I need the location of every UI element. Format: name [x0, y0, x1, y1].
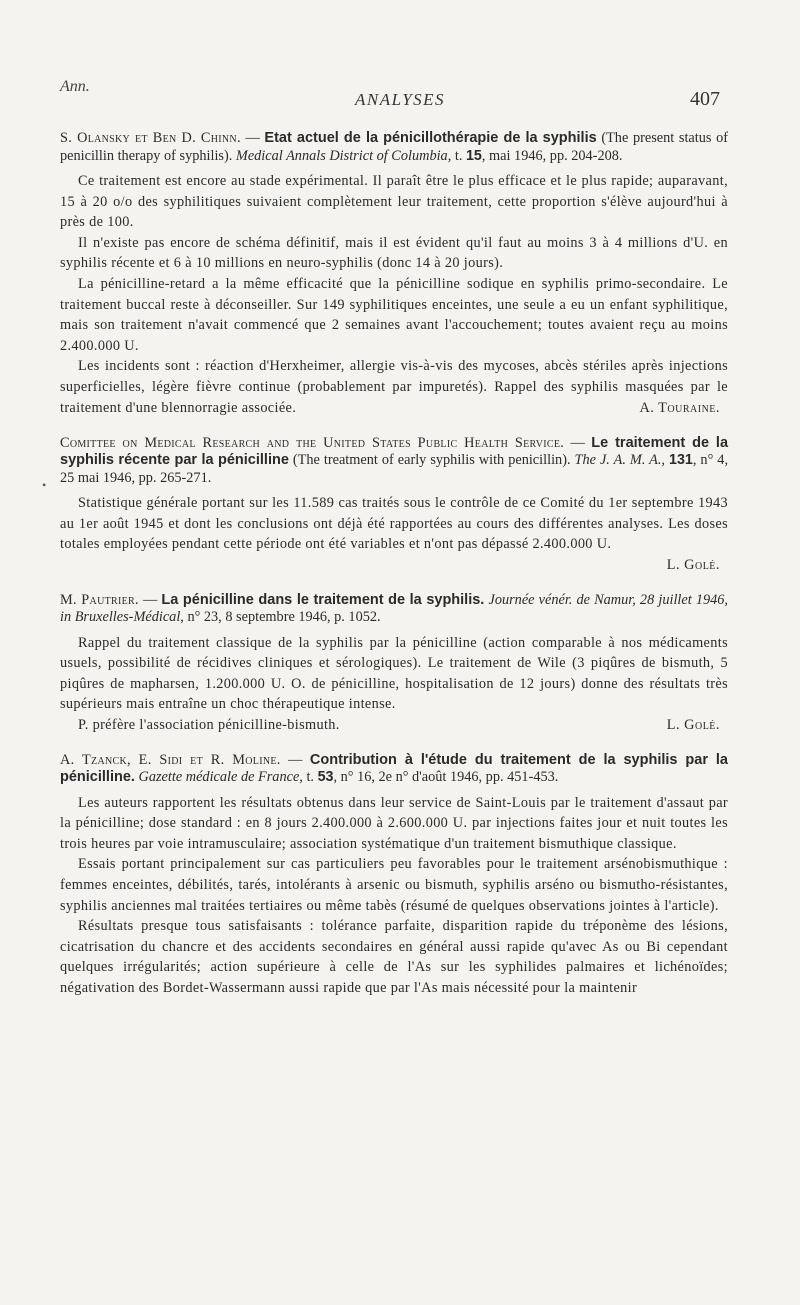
article-title: Contribution à l'étude du traitement de la syphilis par la pénicilline. [60, 751, 728, 786]
article-olansky [60, 130, 728, 419]
article-paragraph-with-signature [60, 715, 728, 736]
page-content [60, 130, 728, 1015]
article-heading [60, 435, 728, 488]
article-paragraph: Rappel du traitement classique de la syphilis par la pénicilline (action comparable à nos médicaments usuels, possibilité de récidives cliniques et sérologiques). Le traitement de Wile (3 piqûres de bismuth, 5 piqûres de mapharsen, 1.200.000 U. O. de pénicilline, hospitalisation de 12 jours) donne des résultats très supérieurs mais entraîne un choc thérapeutique intense. [60, 634, 728, 713]
article-volume: 15 [465, 147, 482, 164]
heading-citation: n° 23, 8 septembre 1946, p. 1052. [183, 609, 381, 626]
article-title: La pénicilline dans le traitement de la syphilis. [161, 591, 485, 608]
article-authors: S. Olansky et Ben D. Chinn. [60, 130, 241, 146]
article-signature: L. Golé. [666, 716, 720, 733]
article-paragraph: Ce traitement est encore au stade expérimental. Il paraît être le plus efficace et le plus rapide; auparavant, 15 à 20 o/o des syphilitiques suivaient complètement leur traitement, cette proportion s'élève aujourd'hui à près de 100. [60, 173, 728, 231]
article-paragraph-text: P. préfère l'association pénicilline-bismuth. [78, 716, 340, 733]
article-heading [60, 752, 728, 787]
heading-dash: — [280, 751, 310, 768]
article-pautrier [60, 592, 728, 736]
heading-citation: , n° 4, 25 mai 1946, pp. 265-271. [60, 452, 729, 486]
margin-bullet: • [42, 478, 47, 492]
article-journal: Journée vénér. de Namur, 28 juillet 1946, in Bruxelles-Médical, [60, 591, 728, 626]
heading-dash: — [564, 434, 592, 451]
heading-text: t. [451, 147, 466, 164]
article-paragraph: Les auteurs rapportent les résultats obtenus dans leur service de Saint-Louis par le traitement d'assaut par la pénicilline; dose standard : en 8 jours 2.400.000 à 2.600.000 U. par injections faites jour et nuit toutes les trois heures par voie intramusculaire; association systématique d'un traitement bismuthique classique. [60, 794, 728, 852]
annotation-text: Ann. [60, 78, 90, 95]
running-title: ANALYSES [354, 90, 446, 109]
page-number: 407 [690, 88, 720, 110]
article-paragraph: Il n'existe pas encore de schéma définitif, mais il est évident qu'il faut au moins 3 à 4 millions d'U. en syphilis récente et 6 à 10 millions en neuro-syphilis (donc 14 à 20 jours). [60, 234, 728, 272]
article-heading [60, 592, 728, 627]
article-journal: Medical Annals District of Columbia, [235, 147, 452, 164]
article-paragraph: Essais portant principalement sur cas particuliers peu favorables pour le traitement arsénobismuthique : femmes enceintes, débilités, tarés, intolérants à arsenic ou bismuth, syphilis arséno ou bismutho-résistantes, syphilis anciennes mal traitées tertiaires ou même tabès (résumé de quelques observations jointes à l'article). [60, 856, 728, 914]
article-paragraph: Statistique générale portant sur les 11.589 cas traités sous le contrôle de ce Comité du 1er septembre 1943 au 1er août 1945 et dont les conclusions ont déjà été rapportées au cours des différentes analyses. Les doses totales employées pendant cette période ont été variables et n'ont pas dépassé 2.400.000 U. [60, 495, 728, 553]
article-committee [60, 435, 728, 576]
article-authors: M. Pautrier. [60, 591, 139, 608]
article-journal: The J. A. M. A., [574, 452, 666, 469]
heading-text: t. [302, 769, 318, 786]
article-signature: L. Golé. [666, 557, 720, 573]
article-signature: A. Touraine. [639, 400, 720, 417]
article-tzanck [60, 752, 728, 999]
heading-citation: , mai 1946, pp. 204-208. [481, 147, 623, 164]
article-journal: Gazette médicale de France, [138, 769, 303, 786]
article-paragraph: La pénicilline-retard a la même efficacité que la pénicilline sodique en syphilis primo-secondaire. Le traitement buccal reste à déconseiller. Sur 149 syphilitiques enceintes, une seule a eu un enfant syphilitique, mais son traitement n'avait commencé que 2 semaines avant l'accouchement; toutes avaient reçu au moins 2.400.000 U. [60, 275, 728, 354]
article-paragraph: Résultats presque tous satisfaisants : tolérance parfaite, disparition rapide du tréponème des lésions, cicatrisation du chancre et des accidents secondaires en général aussi rapide qu'avec As ou Bi cependant quelques irrégularités; action supérieure à celle de l'As sur les syphilides palmaires et lichénoïdes; négativation des Bordet-Wassermann aussi rapide que par l'As mais nécessité pour la maintenir [60, 918, 728, 996]
article-volume: 131 [669, 452, 693, 469]
heading-dash: — [138, 591, 162, 608]
article-title: Le traitement de la syphilis récente par la pénicilline [60, 434, 729, 469]
heading-dash: — [240, 130, 265, 146]
article-authors: A. Tzanck, E. Sidi et R. Moline. [60, 751, 281, 768]
article-heading [60, 130, 728, 165]
heading-translation: (The treatment of early syphilis with penicillin). [288, 452, 575, 469]
article-volume: 53 [317, 769, 334, 786]
article-title: Etat actuel de la pénicillothérapie de la syphilis [264, 130, 597, 146]
article-authors: Comittee on Medical Research and the United States Public Health Service. [60, 434, 565, 451]
heading-translation: (The present status of penicillin therapy of syphilis). [60, 130, 729, 164]
article-paragraph: Les incidents sont : réaction d'Herxheimer, allergie vis-à-vis des mycoses, abcès stériles après injections superficielles, légère fièvre continue (probablement par impuretés). Rappel des syphilis masquées par le traitement d'une blennorragie associée. [60, 358, 728, 416]
heading-citation: , n° 16, 2e n° d'août 1946, pp. 451-453. [333, 769, 559, 786]
